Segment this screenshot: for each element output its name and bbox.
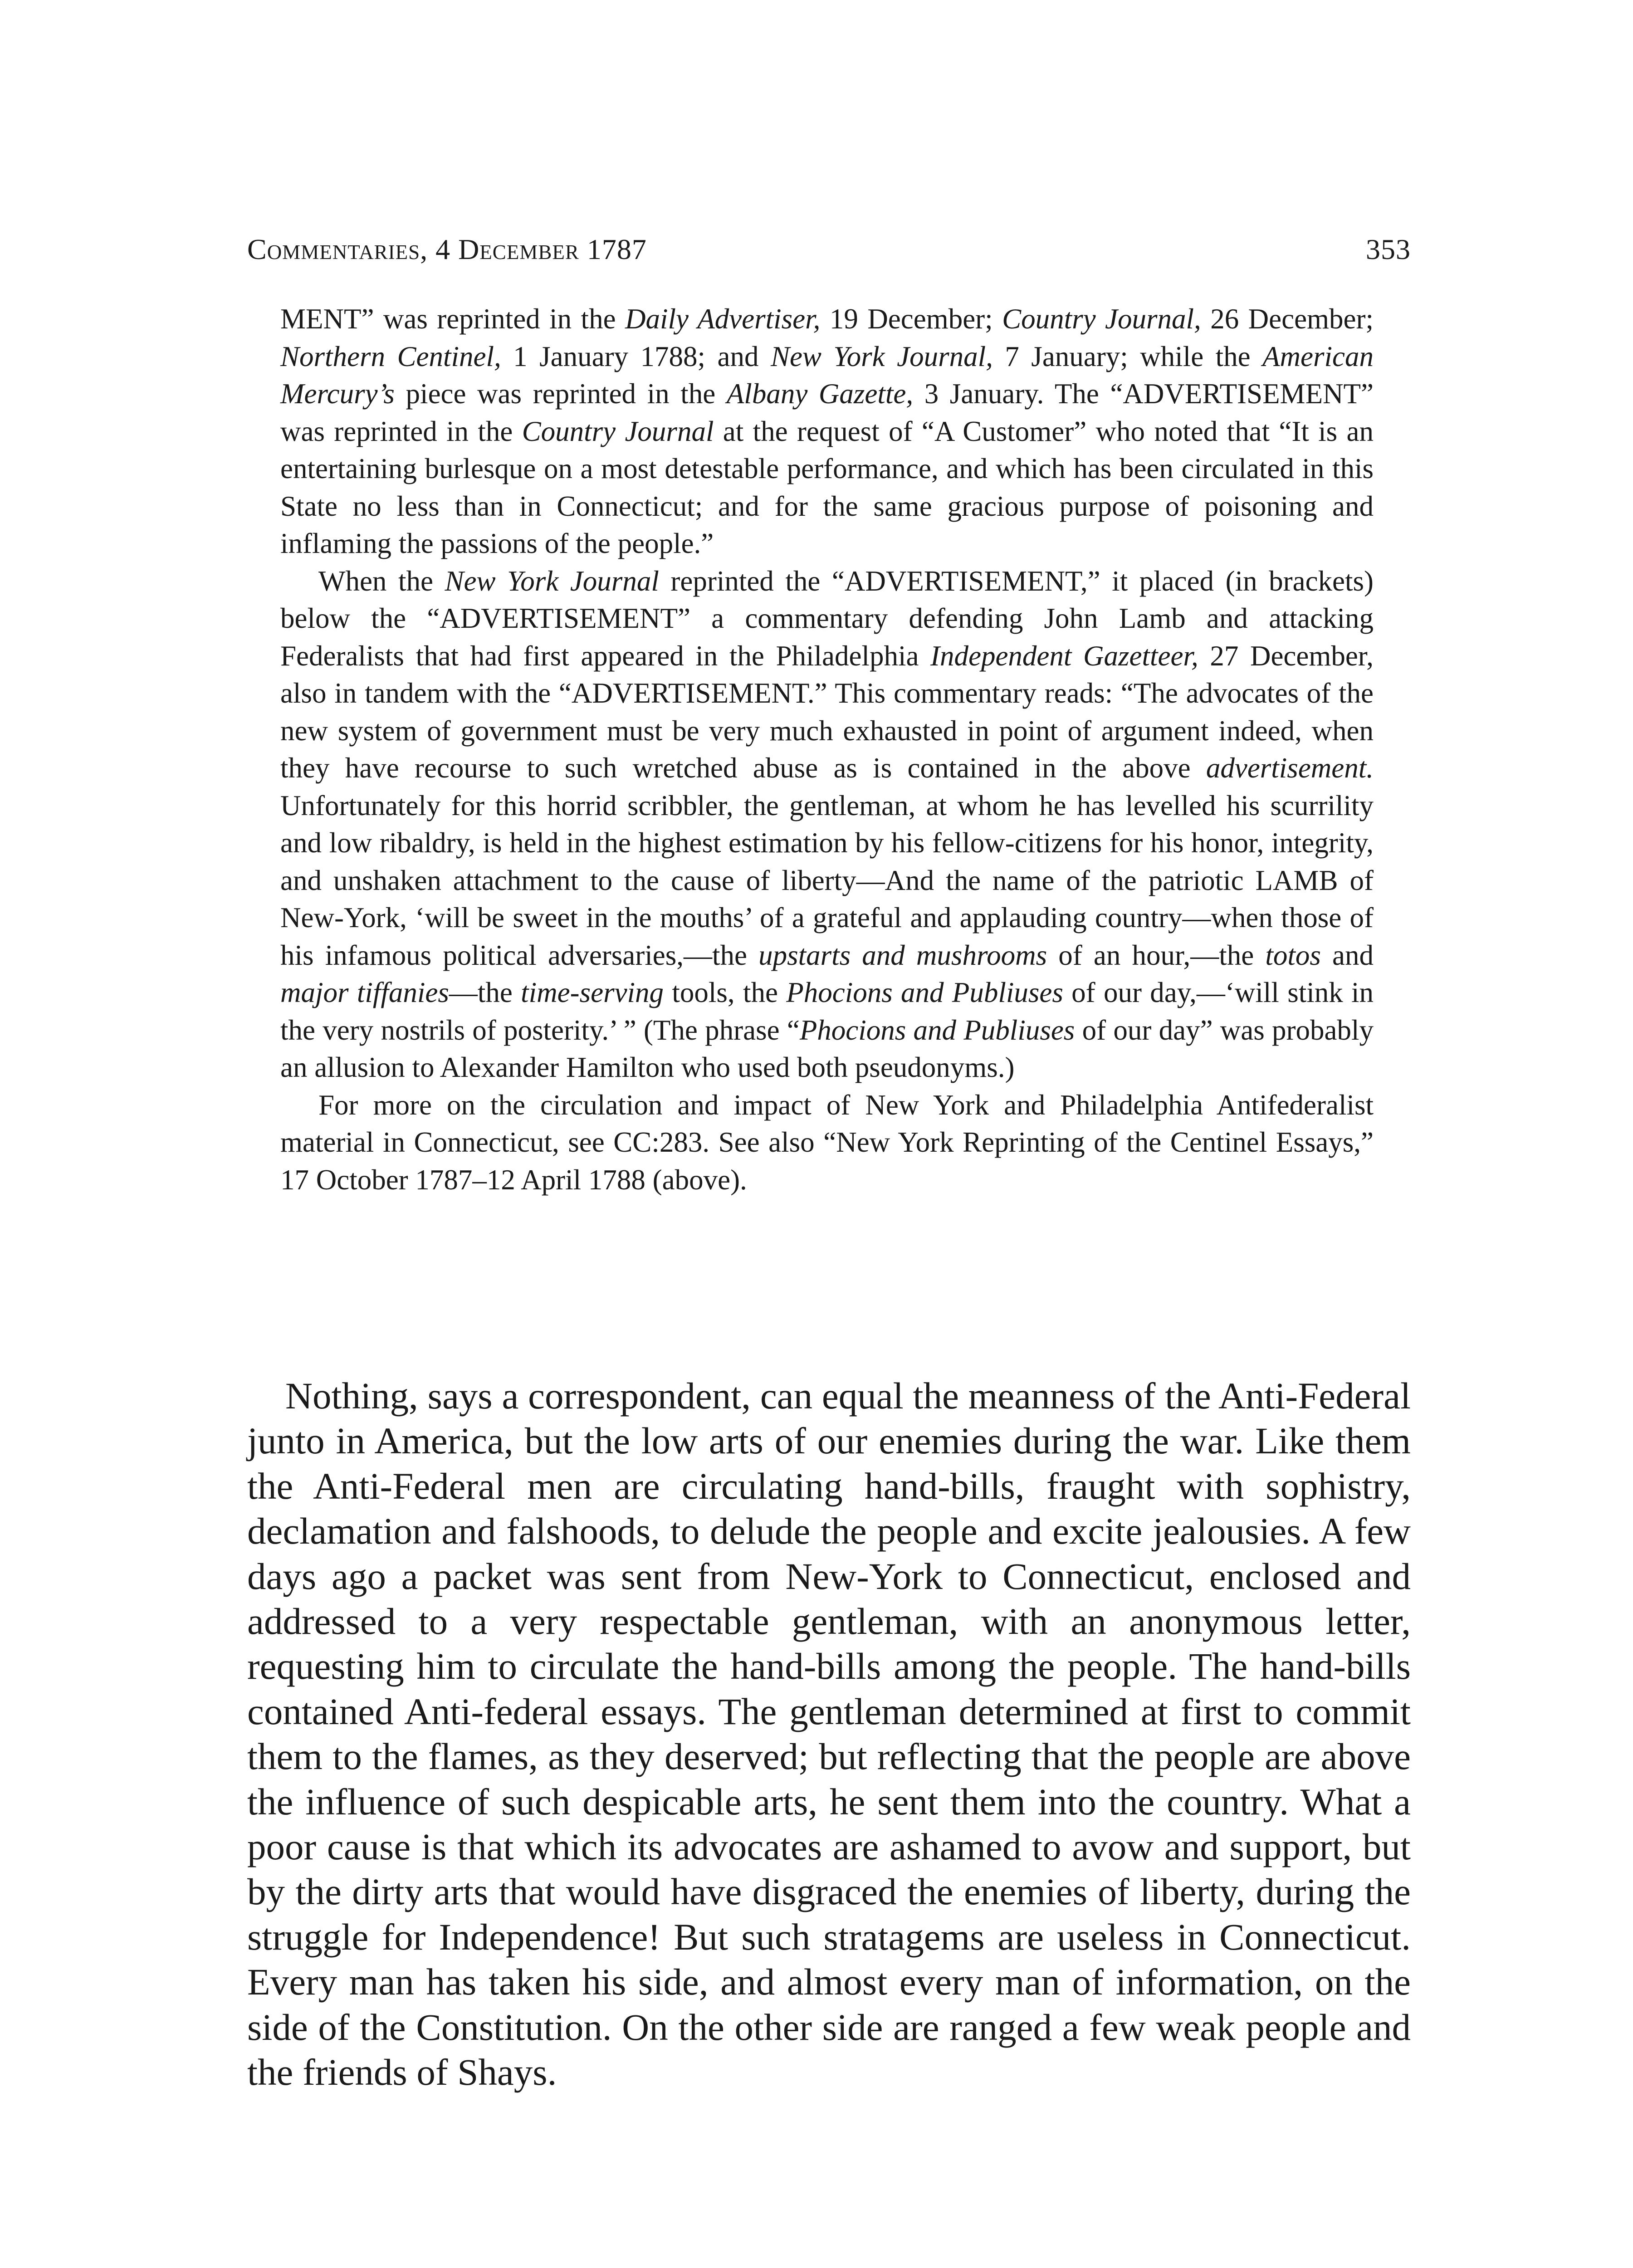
note-text: of our day” was probably an allusion to Alexander Hamilton who used both pseudonyms.) [280, 1014, 1374, 1083]
running-head [247, 229, 1411, 270]
note-text: When the [318, 565, 445, 597]
note-italic: time-serving [521, 977, 664, 1008]
note-text: 3 January. The “ADVERTISEMENT” was reprinted in the [280, 378, 1374, 447]
note-text: 26 December; [1201, 303, 1374, 335]
note-text: Unfortunately for this horrid scribbler, the gentleman, at whom he has levelled his scurrility and low ribaldry, is held in the highest estimation by his fellow-citizens for his honor, integrity, and unshaken attachment to the cause of liberty—And the name of the patriotic LAMB of New-York, ‘will be sweet in the mouths’ of a grateful and applauding country—when those of his infamous political adversaries,—the [280, 789, 1374, 971]
note-italic: Phocions and Publiuses [786, 977, 1063, 1008]
note-text: reprinted the “ADVERTISEMENT,” it placed (in brackets) below the “ADVERTISEMENT” a commentary defending John Lamb and attacking Federalists that had first appeared in the Philadelphia [280, 565, 1374, 672]
note-italic: totos [1265, 939, 1321, 971]
note-italic: Independent Gazetteer, [930, 640, 1198, 672]
note-italic: Daily Advertiser, [625, 303, 821, 335]
note-italic: American Mercury’s [280, 340, 1374, 410]
note-text: piece was reprinted in the [394, 378, 727, 410]
note-text: of an hour,—the [1047, 939, 1266, 971]
note-italic: major tiffanies [280, 977, 449, 1008]
editorial-note [280, 300, 1374, 1198]
page-number: 353 [1366, 233, 1411, 265]
note-italic: Country Journal [522, 415, 714, 447]
note-text: and [1320, 939, 1374, 971]
note-paragraph-2 [280, 562, 1374, 1086]
note-text: 19 December; [820, 303, 1002, 335]
note-italic: Country Journal, [1002, 303, 1201, 335]
note-paragraph-3: For more on the circulation and impact of New York and Philadelphia Antifederalist material in Connecticut, see CC:283. See also “New York Reprinting of the Centinel Essays,” 17 October 1787–12 April 1788 (above). [280, 1089, 1374, 1196]
main-text [247, 1374, 1411, 2095]
note-text: 1 January 1788; and [501, 340, 771, 372]
main-paragraph: Nothing, says a correspondent, can equal the meanness of the Anti-Federal junto in America, but the low arts of our enemies during the war. Like them the Anti-Federal men are circulating hand-bills, fraught with sophistry, declamation and falshoods, to delude the people and excite jealousies. A few days ago a packet was sent from New-York to Connecticut, enclosed and addressed to a very respectable gentleman, with an anonymous letter, requesting him to circulate the hand-bills among the people. The hand-bills contained Anti-federal essays. The gentleman determined at first to commit them to the flames, as they deserved; but reflecting that the people are above the influence of such despicable arts, he sent them into the country. What a poor cause is that which its advocates are ashamed to avow and support, but by the dirty arts that would have disgraced the enemies of liberty, during the struggle for Independence! But such stratagems are useless in Connecticut. Every man has taken his side, and almost every man of information, on the side of the Constitution. On the other side are ranged a few weak people and the friends of Shays. [247, 1375, 1411, 2093]
note-italic: Albany Gazette, [726, 378, 914, 410]
note-paragraph-1 [280, 300, 1374, 562]
running-title: Commentaries, 4 December 1787 [247, 233, 647, 265]
note-text: 7 January; while the [993, 340, 1263, 372]
note-italic: upstarts and mushrooms [758, 939, 1047, 971]
note-text: 27 December, also in tandem with the “ADVERTISEMENT.” This commentary reads: “The advocates of the new system of government must be very much exhausted in point of argument indeed, when they have recourse to such wretched abuse as is contained in the above [280, 640, 1374, 784]
note-text: —the [449, 977, 521, 1008]
note-italic: Northern Centinel, [280, 340, 501, 372]
note-italic: Phocions and Publiuses [799, 1014, 1075, 1046]
note-text: tools, the [664, 977, 787, 1008]
note-text: at the request of “A Customer” who noted that “It is an entertaining burlesque on a most detestable performance, and which has been circulated in this State no less than in Connecticut; and for the same gracious purpose of poisoning and inflaming the passions of the people.” [280, 415, 1374, 559]
note-italic: New York Journal [445, 565, 659, 597]
note-text: of our day,—‘will stink in the very nostrils of posterity.’ ” (The phrase “ [280, 977, 1374, 1046]
note-italic: New York Journal, [770, 340, 993, 372]
note-italic: advertisement. [1206, 752, 1374, 784]
note-text: MENT” was reprinted in the [280, 303, 625, 335]
